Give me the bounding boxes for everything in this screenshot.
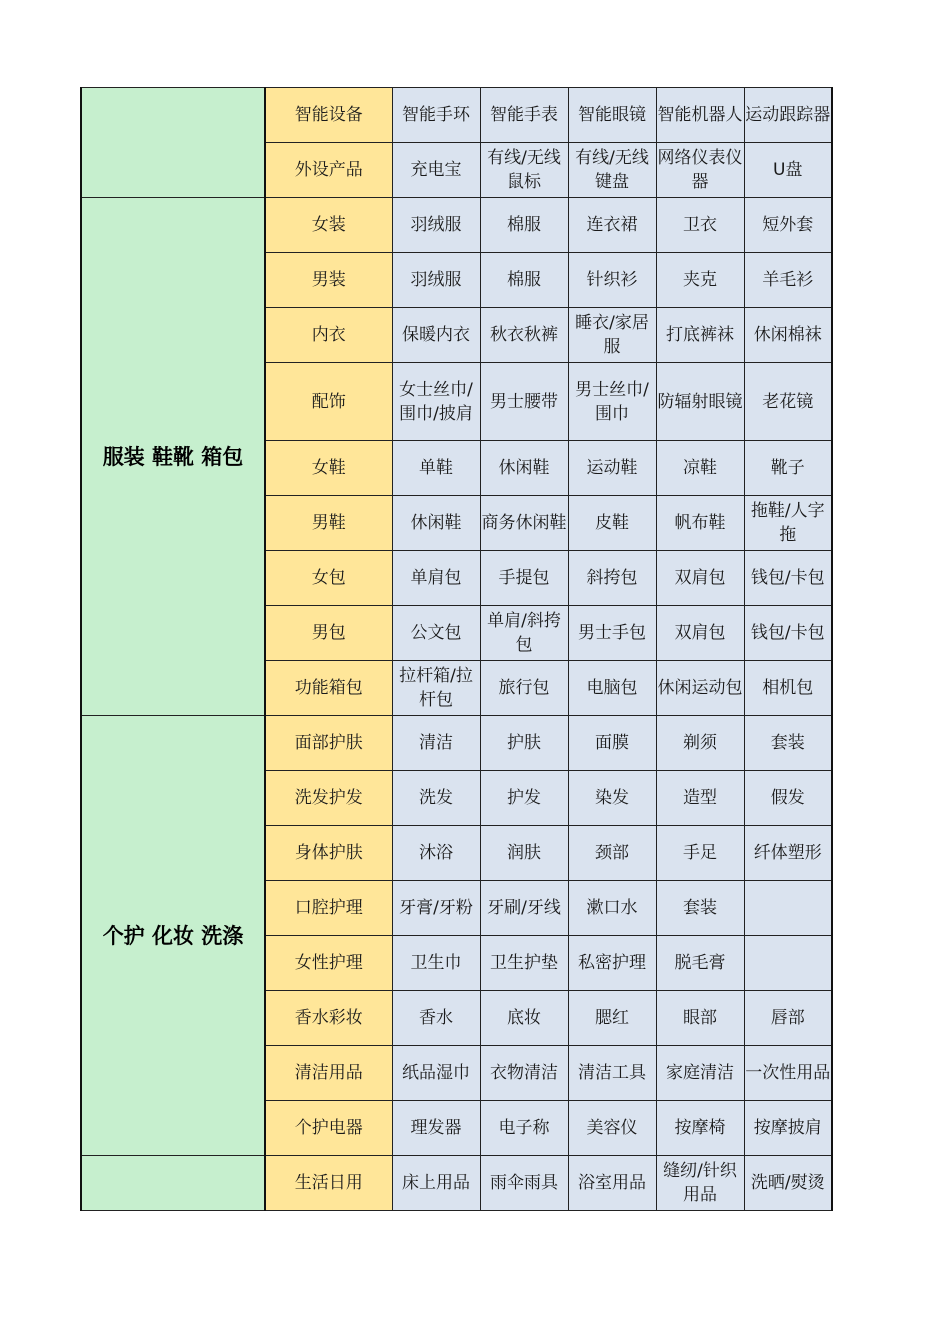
item-cell: 智能手表 <box>480 88 568 143</box>
subcategory-cell: 女装 <box>265 198 392 253</box>
item-cell: 清洁 <box>392 716 480 771</box>
item-cell <box>744 936 832 991</box>
item-cell: 单肩/斜挎包 <box>480 606 568 661</box>
item-cell: 电子称 <box>480 1101 568 1156</box>
item-cell: 双肩包 <box>656 551 744 606</box>
item-cell: 造型 <box>656 771 744 826</box>
item-cell: 公文包 <box>392 606 480 661</box>
item-cell: 套装 <box>744 716 832 771</box>
subcategory-cell: 男装 <box>265 253 392 308</box>
item-cell: 针织衫 <box>568 253 656 308</box>
item-cell: 羽绒服 <box>392 253 480 308</box>
subcategory-cell: 面部护肤 <box>265 716 392 771</box>
subcategory-cell: 男包 <box>265 606 392 661</box>
item-cell: 夹克 <box>656 253 744 308</box>
item-cell: 假发 <box>744 771 832 826</box>
subcategory-cell: 女包 <box>265 551 392 606</box>
item-cell: 钱包/卡包 <box>744 551 832 606</box>
item-cell: 棉服 <box>480 198 568 253</box>
item-cell: 有线/无线键盘 <box>568 143 656 198</box>
item-cell: 理发器 <box>392 1101 480 1156</box>
subcategory-cell: 智能设备 <box>265 88 392 143</box>
item-cell: 老花镜 <box>744 363 832 441</box>
item-cell: 卫生护垫 <box>480 936 568 991</box>
item-cell: 男士手包 <box>568 606 656 661</box>
item-cell: 商务休闲鞋 <box>480 496 568 551</box>
item-cell: 运动跟踪器 <box>744 88 832 143</box>
category-table <box>80 87 833 1211</box>
category-sheet <box>80 87 832 1214</box>
item-cell: U盘 <box>744 143 832 198</box>
item-cell: 润肤 <box>480 826 568 881</box>
item-cell: 底妆 <box>480 991 568 1046</box>
item-cell: 染发 <box>568 771 656 826</box>
subcategory-cell: 女性护理 <box>265 936 392 991</box>
item-cell: 羽绒服 <box>392 198 480 253</box>
subcategory-cell: 个护电器 <box>265 1101 392 1156</box>
item-cell: 腮红 <box>568 991 656 1046</box>
table-row <box>81 198 832 253</box>
item-cell: 连衣裙 <box>568 198 656 253</box>
item-cell: 休闲鞋 <box>392 496 480 551</box>
item-cell: 羊毛衫 <box>744 253 832 308</box>
subcategory-cell: 男鞋 <box>265 496 392 551</box>
item-cell: 拖鞋/人字拖 <box>744 496 832 551</box>
item-cell: 凉鞋 <box>656 441 744 496</box>
item-cell: 充电宝 <box>392 143 480 198</box>
item-cell: 牙刷/牙线 <box>480 881 568 936</box>
item-cell: 皮鞋 <box>568 496 656 551</box>
item-cell: 洗发 <box>392 771 480 826</box>
item-cell: 有线/无线鼠标 <box>480 143 568 198</box>
item-cell: 智能机器人 <box>656 88 744 143</box>
item-cell: 护发 <box>480 771 568 826</box>
item-cell <box>744 881 832 936</box>
item-cell: 网络仪表仪器 <box>656 143 744 198</box>
item-cell: 男士腰带 <box>480 363 568 441</box>
item-cell: 一次性用品 <box>744 1046 832 1101</box>
item-cell: 眼部 <box>656 991 744 1046</box>
item-cell: 休闲棉袜 <box>744 308 832 363</box>
item-cell: 洗晒/熨烫 <box>744 1156 832 1211</box>
item-cell: 男士丝巾/围巾 <box>568 363 656 441</box>
item-cell: 打底裤袜 <box>656 308 744 363</box>
item-cell: 脱毛膏 <box>656 936 744 991</box>
subcategory-cell: 香水彩妆 <box>265 991 392 1046</box>
item-cell: 手提包 <box>480 551 568 606</box>
item-cell: 卫衣 <box>656 198 744 253</box>
item-cell: 相机包 <box>744 661 832 716</box>
table-row <box>81 88 832 143</box>
item-cell: 女士丝巾/围巾/披肩 <box>392 363 480 441</box>
item-cell: 唇部 <box>744 991 832 1046</box>
item-cell: 床上用品 <box>392 1156 480 1211</box>
item-cell: 旅行包 <box>480 661 568 716</box>
item-cell: 帆布鞋 <box>656 496 744 551</box>
item-cell: 运动鞋 <box>568 441 656 496</box>
item-cell: 香水 <box>392 991 480 1046</box>
item-cell: 智能眼镜 <box>568 88 656 143</box>
category-cell <box>81 88 265 198</box>
item-cell: 保暖内衣 <box>392 308 480 363</box>
item-cell: 纤体塑形 <box>744 826 832 881</box>
category-cell <box>81 1156 265 1211</box>
item-cell: 面膜 <box>568 716 656 771</box>
item-cell: 雨伞雨具 <box>480 1156 568 1211</box>
item-cell: 钱包/卡包 <box>744 606 832 661</box>
item-cell: 拉杆箱/拉杆包 <box>392 661 480 716</box>
category-cell: 个护 化妆 洗涤 <box>81 716 265 1156</box>
item-cell: 休闲鞋 <box>480 441 568 496</box>
item-cell: 短外套 <box>744 198 832 253</box>
item-cell: 衣物清洁 <box>480 1046 568 1101</box>
item-cell: 秋衣秋裤 <box>480 308 568 363</box>
item-cell: 清洁工具 <box>568 1046 656 1101</box>
item-cell: 斜挎包 <box>568 551 656 606</box>
item-cell: 套装 <box>656 881 744 936</box>
item-cell: 防辐射眼镜 <box>656 363 744 441</box>
item-cell: 家庭清洁 <box>656 1046 744 1101</box>
item-cell: 电脑包 <box>568 661 656 716</box>
subcategory-cell: 外设产品 <box>265 143 392 198</box>
item-cell: 颈部 <box>568 826 656 881</box>
item-cell: 棉服 <box>480 253 568 308</box>
item-cell: 美容仪 <box>568 1101 656 1156</box>
table-row <box>81 1156 832 1211</box>
item-cell: 智能手环 <box>392 88 480 143</box>
subcategory-cell: 口腔护理 <box>265 881 392 936</box>
subcategory-cell: 配饰 <box>265 363 392 441</box>
category-cell: 服装 鞋靴 箱包 <box>81 198 265 716</box>
item-cell: 睡衣/家居服 <box>568 308 656 363</box>
item-cell: 卫生巾 <box>392 936 480 991</box>
item-cell: 单鞋 <box>392 441 480 496</box>
subcategory-cell: 清洁用品 <box>265 1046 392 1101</box>
item-cell: 手足 <box>656 826 744 881</box>
subcategory-cell: 洗发护发 <box>265 771 392 826</box>
table-row <box>81 716 832 771</box>
item-cell: 靴子 <box>744 441 832 496</box>
item-cell: 按摩披肩 <box>744 1101 832 1156</box>
subcategory-cell: 女鞋 <box>265 441 392 496</box>
subcategory-cell: 功能箱包 <box>265 661 392 716</box>
item-cell: 缝纫/针织用品 <box>656 1156 744 1211</box>
item-cell: 双肩包 <box>656 606 744 661</box>
item-cell: 浴室用品 <box>568 1156 656 1211</box>
subcategory-cell: 内衣 <box>265 308 392 363</box>
item-cell: 休闲运动包 <box>656 661 744 716</box>
item-cell: 牙膏/牙粉 <box>392 881 480 936</box>
item-cell: 漱口水 <box>568 881 656 936</box>
subcategory-cell: 身体护肤 <box>265 826 392 881</box>
item-cell: 护肤 <box>480 716 568 771</box>
item-cell: 私密护理 <box>568 936 656 991</box>
subcategory-cell: 生活日用 <box>265 1156 392 1211</box>
item-cell: 剃须 <box>656 716 744 771</box>
item-cell: 沐浴 <box>392 826 480 881</box>
item-cell: 单肩包 <box>392 551 480 606</box>
item-cell: 按摩椅 <box>656 1101 744 1156</box>
item-cell: 纸品湿巾 <box>392 1046 480 1101</box>
